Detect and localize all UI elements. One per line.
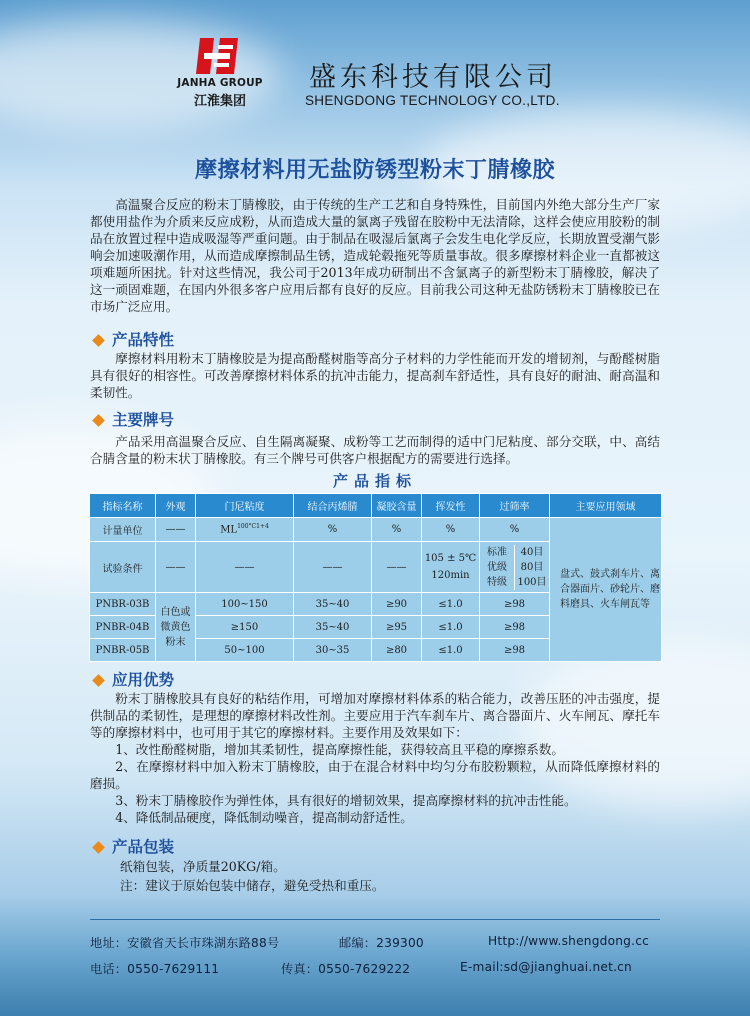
table-cell: ≥98 <box>480 639 550 662</box>
table-cell: 计量单位 <box>90 518 156 542</box>
application-field-cell: 盘式、鼓式刹车片、离合器面片、砂轮片、磨料磨具、火车闸瓦等 <box>550 518 662 662</box>
table-cell: 30~35 <box>294 639 372 662</box>
table-cell: —— <box>294 542 372 593</box>
mooney-unit: ML <box>220 524 238 536</box>
diamond-bullet-icon <box>92 414 105 427</box>
list-item: 4、降低制品硬度，降低制动噪音，提高制动舒适性。 <box>115 810 413 825</box>
section-heading-grades <box>90 408 174 430</box>
volatile-time: 120min <box>431 570 470 581</box>
table-cell: 35~40 <box>294 593 372 616</box>
table-cell: PNBR-04B <box>90 616 156 639</box>
table-cell: ≥150 <box>196 616 294 639</box>
footer-website[interactable]: Http://www.shengdong.cc <box>488 934 649 948</box>
table-cell: ≤1.0 <box>422 593 480 616</box>
table-cell: % <box>480 518 550 542</box>
table-header-cell: 过筛率 <box>480 494 550 518</box>
company-name-english: SHENGDONG TECHNOLOGY CO.,LTD. <box>305 93 560 108</box>
table-cell: 100~150 <box>196 593 294 616</box>
footer-postcode: 邮编：239300 <box>339 936 424 950</box>
table-cell: —— <box>156 542 196 593</box>
grades-paragraph: 产品采用高温聚合反应、自生隔离凝聚、成粉等工艺而制得的适中门尼粘度、部分交联，中、高结合腈含量的粉末状丁腈橡胶。有三个牌号可供客户根据配方的需要进行选择。 <box>90 434 660 466</box>
advantages-heading: 应用优势 <box>112 671 175 689</box>
table-cell: % <box>372 518 422 542</box>
table-header-cell: 结合丙烯腈 <box>294 494 372 518</box>
sieve-grade: 优级 <box>487 561 507 573</box>
sieve-mesh: 40目 <box>520 546 544 558</box>
intro-paragraph: 高温聚合反应的粉末丁腈橡胶，由于传统的生产工艺和自身特殊性，目前国内外绝大部分生产厂家都使用盐作为介质来反应成粉，从而造成大量的氯离子残留在胶粉中无法清除，这样会使应用胶粉的制品在放置过程中造成吸湿等严重问题。由于制品在吸湿后氯离子会发生电化学反应，长期放置受潮气影响会加速吸潮作用，从而造成摩擦制品生锈，造成轮毂拖死等质量事故。很多摩擦材料企业一直都被这项难题所困扰。针对这些情况，我公司于2013年成功研制出不含氯离子的新型粉末丁腈橡胶，解决了这一顽固难题，在国内外很多客户应用后都有良好的反应。目前我公司这种无盐防锈粉末丁腈橡胶已在市场广泛应用。 <box>90 197 660 314</box>
table-header-cell: 门尼粘度 <box>196 494 294 518</box>
packaging-note: 注：建议于原始包装中储存，避免受热和重压。 <box>120 878 385 893</box>
footer-phone: 电话：0550-7629111 <box>90 962 220 976</box>
table-cell: 50~100 <box>196 639 294 662</box>
table-header-cell: 指标名称 <box>90 494 156 518</box>
grades-heading: 主要牌号 <box>112 411 175 429</box>
table-header-cell: 外观 <box>156 494 196 518</box>
footer-row-2 <box>90 960 665 978</box>
list-item: 3、粉末丁腈橡胶作为弹性体，具有很好的增韧效果，提高摩擦材料的抗冲击性能。 <box>115 793 577 808</box>
appearance-line: 微黄色 <box>160 621 191 633</box>
table-cell-sieve-conditions <box>480 542 550 593</box>
janha-logo-icon <box>194 36 240 76</box>
table-cell: % <box>294 518 372 542</box>
section-heading-advantages <box>90 668 174 690</box>
logo-english-name: JANHA GROUP <box>177 77 263 89</box>
table-cell: ≥90 <box>372 593 422 616</box>
table-cell: ≥80 <box>372 639 422 662</box>
janha-group-logo <box>176 36 264 112</box>
table-cell: PNBR-05B <box>90 639 156 662</box>
advantages-list <box>90 690 660 826</box>
table-title: 产品指标 <box>332 472 417 490</box>
diamond-bullet-icon <box>92 674 105 687</box>
table-header-cell: 挥发性 <box>422 494 480 518</box>
list-item: 2、在摩擦材料中加入粉末丁腈橡胶，由于在混合材料中均匀分布胶粉颗粒，从而降低摩擦材料的磨损。 <box>90 759 660 791</box>
features-paragraph: 摩擦材料用粉末丁腈橡胶是为提高酚醛树脂等高分子材料的力学性能而开发的增韧剂，与酚醛树脂具有很好的相容性。可改善摩擦材料体系的抗冲击能力，提高刹车舒适性，具有良好的耐油、耐高温和柔韧性。 <box>90 351 660 400</box>
company-name-chinese: 盛东科技有限公司 <box>309 62 557 93</box>
table-cell: 35~40 <box>294 616 372 639</box>
section-heading-features <box>90 328 174 350</box>
mooney-unit-superscript: 100°C1+4 <box>237 523 269 531</box>
table-cell-mooney-unit <box>196 518 294 542</box>
table-cell: ≥98 <box>480 616 550 639</box>
page-title: 摩擦材料用无盐防锈型粉末丁腈橡胶 <box>194 158 555 183</box>
appearance-line: 粉末 <box>165 636 186 648</box>
diamond-bullet-icon <box>92 841 105 854</box>
table-header-cell: 主要应用领域 <box>550 494 662 518</box>
appearance-line: 白色或 <box>160 606 191 618</box>
sieve-grade: 特级 <box>487 576 507 588</box>
table-cell: ≥98 <box>480 593 550 616</box>
sieve-grade: 标准 <box>487 546 507 558</box>
table-cell: ≤1.0 <box>422 616 480 639</box>
appearance-merged-cell <box>156 593 196 662</box>
sieve-grade-column <box>480 545 515 590</box>
footer-fax: 传真：0550-7629222 <box>281 962 411 976</box>
table-cell: ≥95 <box>372 616 422 639</box>
packaging-heading: 产品包装 <box>112 838 175 856</box>
footer-divider <box>90 919 660 920</box>
logo-chinese-name: 江淮集团 <box>193 94 246 109</box>
section-heading-packaging <box>90 835 174 857</box>
page-header <box>0 0 750 120</box>
list-item: 1、改性酚醛树脂，增加其柔韧性，提高摩擦性能，获得较高且平稳的摩擦系数。 <box>115 742 564 757</box>
volatile-temperature: 105 ± 5℃ <box>424 553 477 564</box>
sieve-mesh: 100目 <box>517 576 547 588</box>
packaging-line: 纸箱包装，净质量20KG/箱。 <box>120 859 286 874</box>
table-cell: —— <box>156 518 196 542</box>
table-header-cell: 凝胶含量 <box>372 494 422 518</box>
table-cell: PNBR-03B <box>90 593 156 616</box>
sieve-mesh-column <box>515 545 549 590</box>
table-header-row <box>90 494 662 518</box>
footer-address: 地址：安徽省天长市珠湖东路88号 <box>90 936 280 950</box>
table-cell: —— <box>372 542 422 593</box>
table-cell: 试验条件 <box>90 542 156 593</box>
spec-table <box>89 493 662 662</box>
sieve-mesh: 80目 <box>520 561 544 573</box>
table-cell-volatile-conditions <box>422 542 480 593</box>
advantages-intro: 粉末丁腈橡胶具有良好的粘结作用，可增加对摩擦材料体系的粘合能力，改善压胚的冲击强度，提供制品的柔韧性，是理想的摩擦材料改性剂。主要应用于汽车刹车片、离合器面片、火车闸瓦、摩托车等的摩擦材料中，也可用于其它的摩擦材料。主要作用及效果如下： <box>90 691 660 740</box>
table-cell: ≤1.0 <box>422 639 480 662</box>
diamond-bullet-icon <box>92 334 105 347</box>
table-cell: —— <box>196 542 294 593</box>
footer-email[interactable]: E-mail:sd@jianghuai.net.cn <box>460 960 632 974</box>
features-heading: 产品特性 <box>112 331 175 349</box>
table-cell: % <box>422 518 480 542</box>
footer-row-1 <box>90 934 665 952</box>
table-row-unit <box>90 518 662 542</box>
